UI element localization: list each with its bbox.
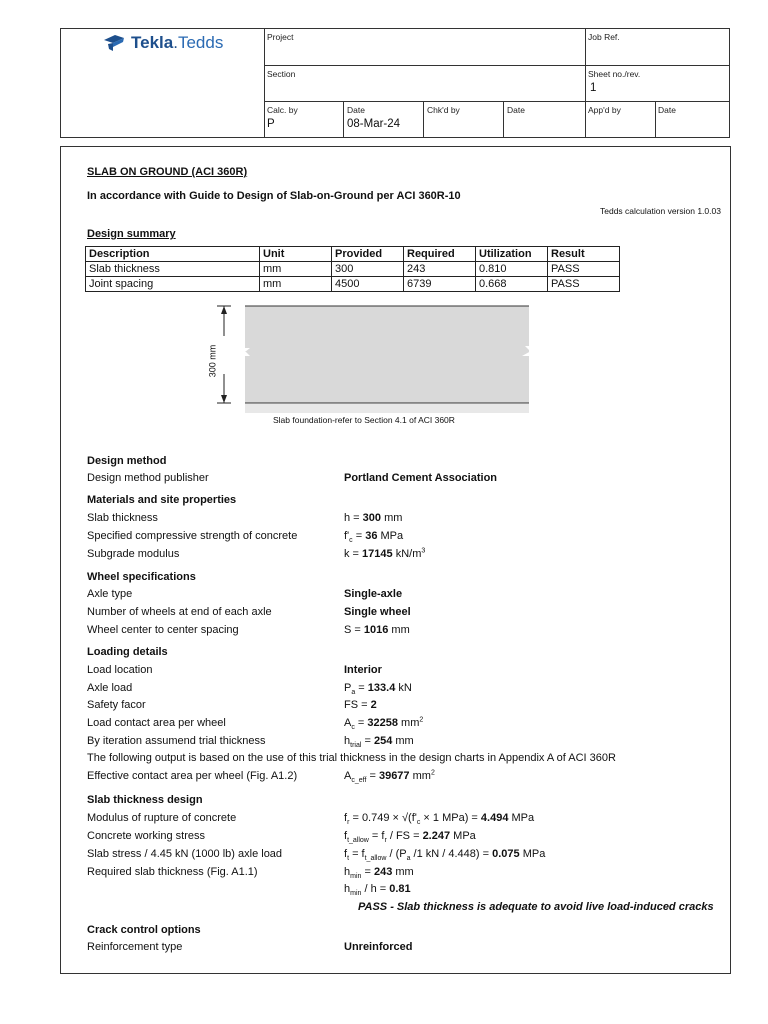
axle-type-value: Single-axle [344,588,403,600]
chkd-label: Chk'd by [427,105,460,115]
section-label: Section [267,69,296,79]
col-utilization: Utilization [476,247,548,262]
contact-area-label: Load contact area per wheel [87,717,226,729]
axle-load-value: $P_a = 133.4$ kN [344,682,412,697]
cell: Joint spacing [86,277,260,292]
col-result: Result [548,247,620,262]
version-text: Tedds calculation version 1.0.03 [600,206,721,216]
title-block [60,28,730,138]
logo-text-bold: Tekla [131,33,174,52]
col-provided: Provided [332,247,404,262]
jobref-label: Job Ref. [588,32,620,42]
summary-table [85,246,620,292]
cell: mm [260,262,332,277]
tekla-logo-icon [103,34,125,52]
safety-factor-value: FS = 2 [344,699,377,711]
logo-text-light: Tedds [177,33,224,52]
fc-value: $f'_c = 36$ MPa [344,530,404,545]
wheels-label: Number of wheels at end of each axle [87,606,272,618]
logo: Tekla.Tedds [103,33,223,53]
calcby-label: Calc. by [267,105,298,115]
date2-label: Date [507,105,525,115]
cell: PASS [548,262,620,277]
sheet-label: Sheet no./rev. [588,69,641,79]
col-required: Required [404,247,476,262]
design-method-heading: Design method [87,455,167,467]
doc-title: SLAB ON GROUND (ACI 360R) [87,166,248,178]
trial-thickness-label: By iteration assumend trial thickness [87,735,266,747]
ground-hatch [245,404,529,413]
thickness-heading: Slab thickness design [87,794,203,806]
cell: mm [260,277,332,292]
dimension-label: 300 mm [207,344,218,378]
slab-stress-value: $f_t = f_{t\_allow} / (P_a$ /1 kN / 4.448) = 0.075 MPa [344,848,546,863]
slab-section-figure [200,298,550,418]
load-location-value: Interior [344,664,382,676]
cell: PASS [548,277,620,292]
subgrade-value: k = 17145 $kN/m^3$ [344,547,426,560]
wheel-heading: Wheel specifications [87,571,196,583]
table-row [86,262,620,277]
spacing-value: S = 1016 mm [344,624,410,636]
wheels-value: Single wheel [344,606,411,618]
doc-subtitle: In accordance with Guide to Design of Slab-on-Ground per ACI 360R-10 [87,190,461,202]
spacing-label: Wheel center to center spacing [87,624,239,636]
loading-heading: Loading details [87,646,168,658]
cell: 300 [332,262,404,277]
publisher-value: Portland Cement Association [344,472,498,484]
appd-label: App'd by [588,105,621,115]
working-stress-label: Concrete working stress [87,830,205,842]
reinforcement-label: Reinforcement type [87,941,183,953]
working-stress-value: $f_{t\_allow} = f_r$ / FS = 2.247 MPa [344,830,476,845]
table-row [86,277,620,292]
col-unit: Unit [260,247,332,262]
col-description: Description [86,247,260,262]
cell: 6739 [404,277,476,292]
required-thickness-label: Required slab thickness (Fig. A1.1) [87,866,258,878]
mor-value: $f_r = 0.749 \times √(f'_c \times 1$ MPa) = 4.494 MPa [344,812,535,827]
effective-area-label: Effective contact area per wheel (Fig. A1.2) [87,770,298,782]
cell: 243 [404,262,476,277]
crack-heading: Crack control options [87,924,201,936]
cell: 0.668 [476,277,548,292]
slab-stress-label: Slab stress / 4.45 kN (1000 lb) axle load [87,848,283,860]
cell: Slab thickness [86,262,260,277]
load-location-label: Load location [87,664,153,676]
trial-thickness-value: $h_{trial} = 254$ mm [344,735,414,750]
materials-heading: Materials and site properties [87,494,237,506]
output-note: The following output is based on the use of this trial thickness in the design charts in Appendix A of ACI 360R [87,752,616,764]
cell: 0.810 [476,262,548,277]
date3-label: Date [658,105,676,115]
contact-area-value: $A_c = 32258$ $mm^2$ [344,716,424,732]
table-header-row [86,247,620,262]
slab-body [245,306,529,403]
safety-factor-label: Safety facor [87,699,146,711]
cell: 4500 [332,277,404,292]
summary-heading: Design summary [87,228,176,240]
calcby-value: P [267,118,275,130]
axle-load-label: Axle load [87,682,133,694]
date-value: 08-Mar-24 [347,118,401,130]
figure-caption: Slab foundation-refer to Section 4.1 of ACI 360R [273,415,455,425]
slab-thickness-label: Slab thickness [87,512,158,524]
subgrade-label: Subgrade modulus [87,548,180,560]
reinforcement-value: Unreinforced [344,941,413,953]
hmin-value: $h_{min} = 243$ mm [344,866,414,881]
date-label: Date [347,105,365,115]
sheet-value: 1 [590,82,597,94]
ratio-value: $h_{min} / h = 0.81$ [344,883,411,898]
mor-label: Modulus of rupture of concrete [87,812,237,824]
slab-thickness-value: h = 300 mm [344,512,403,524]
fc-label: Specified compressive strength of concrete [87,530,298,542]
effective-area-value: $A_{c\_eff} = 39677$ $mm^2$ [344,769,435,785]
project-label: Project [267,32,294,42]
pass-status: PASS - Slab thickness is adequate to avoid live load-induced cracks [358,901,714,913]
axle-type-label: Axle type [87,588,133,600]
publisher-label: Design method publisher [87,472,209,484]
